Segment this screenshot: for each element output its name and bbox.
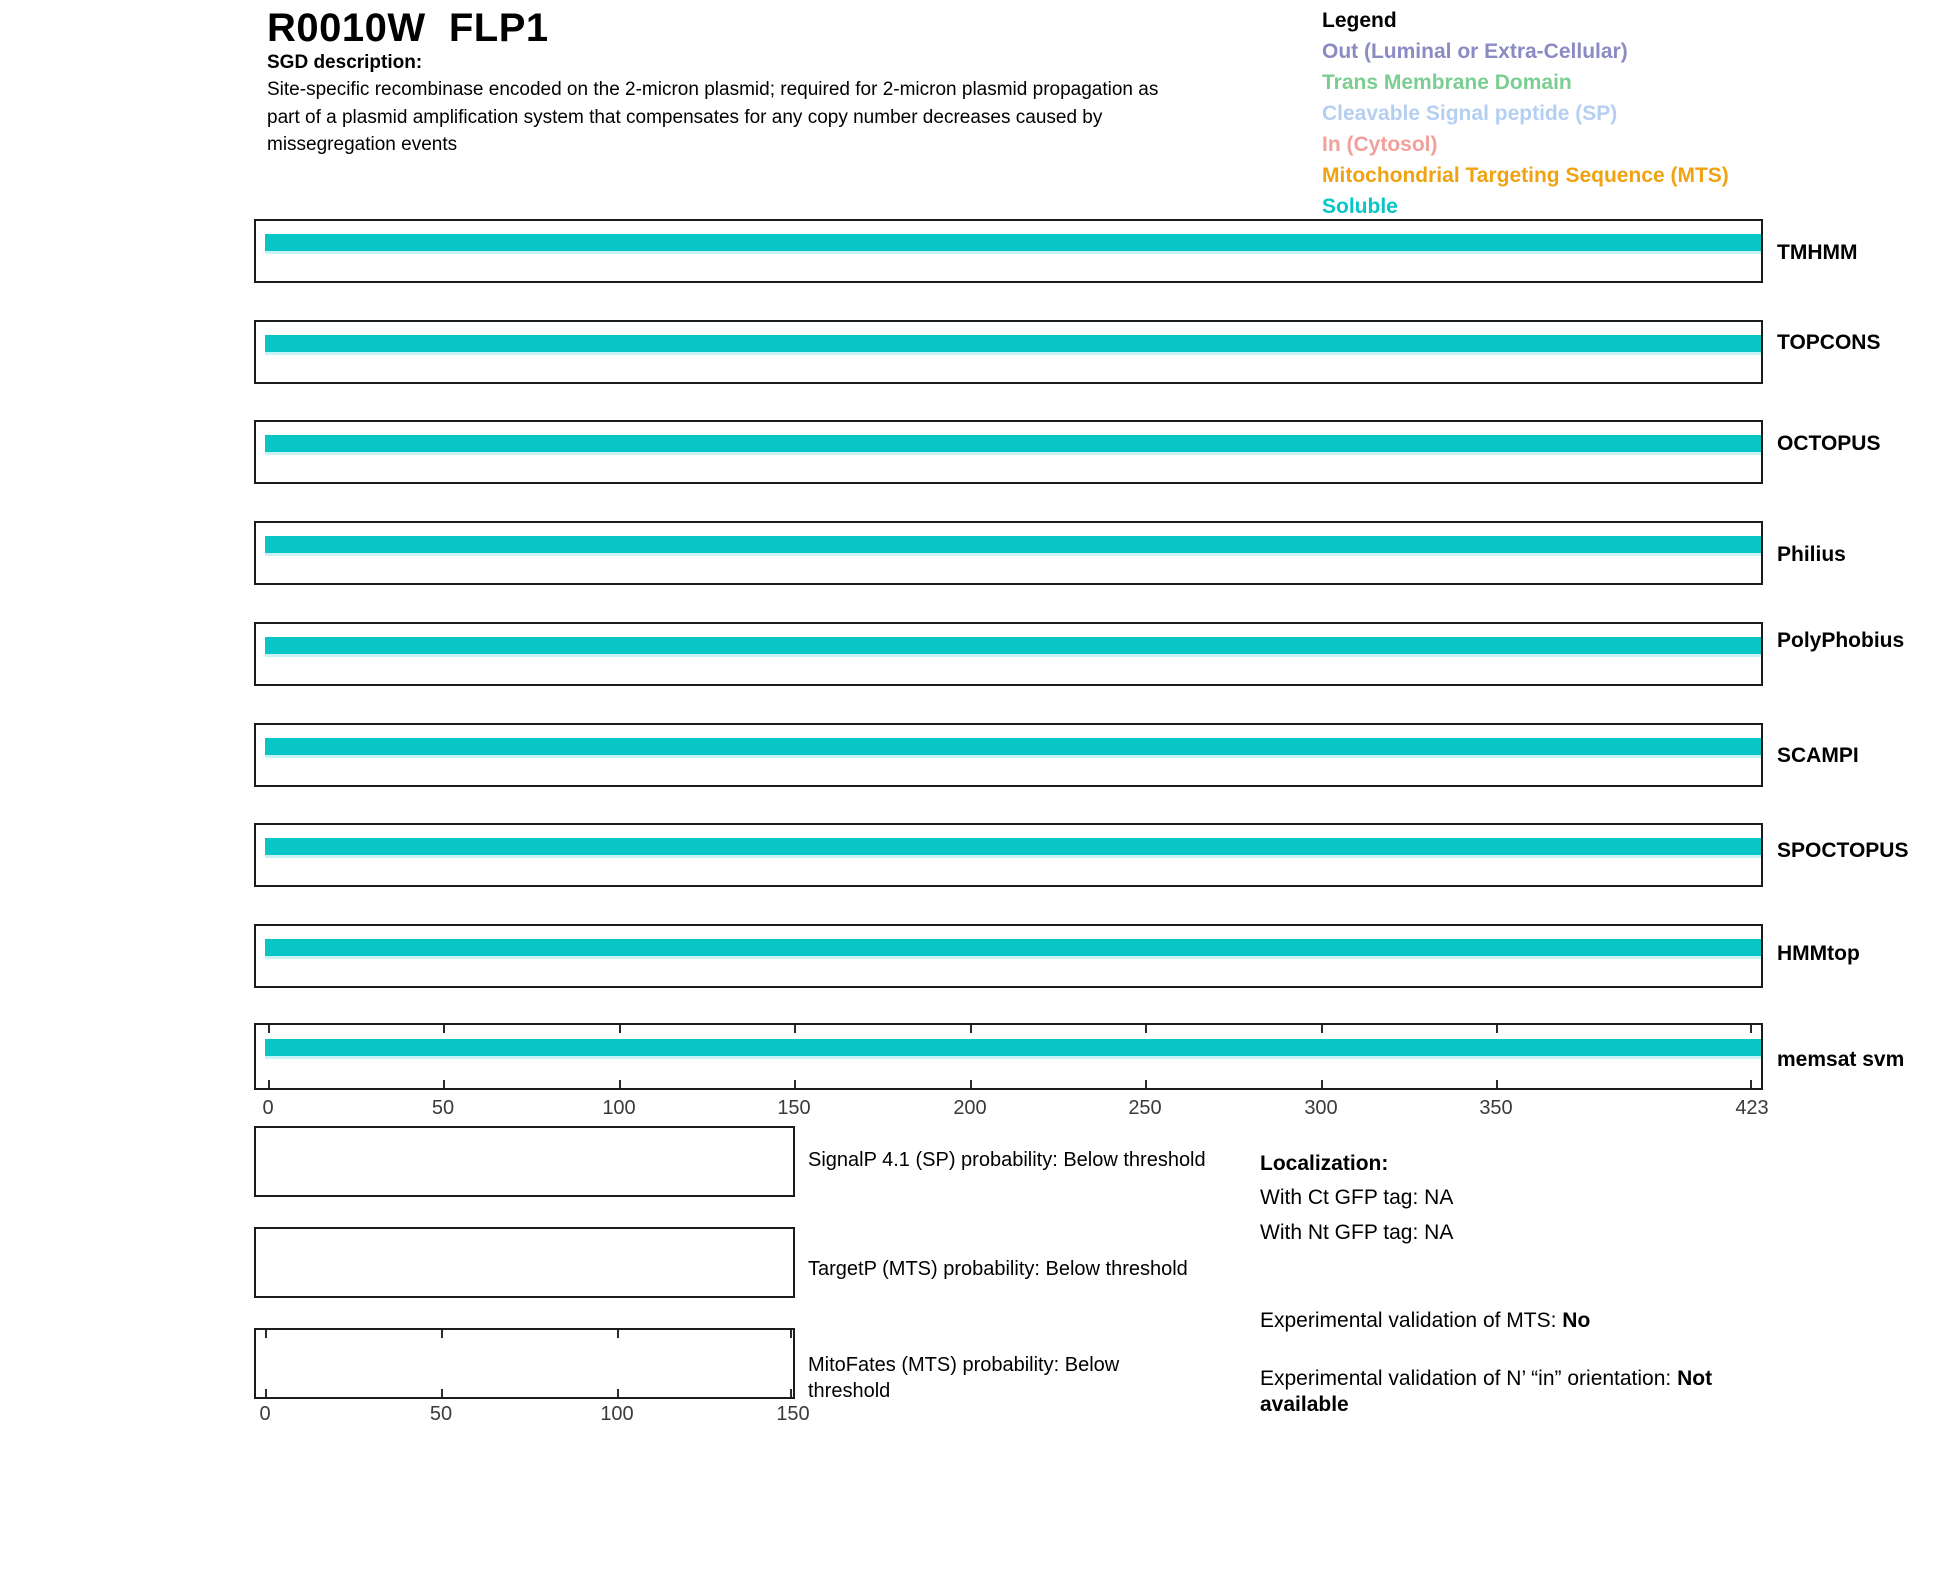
orientation-validation-line xyxy=(1260,1366,1740,1418)
axis-tick xyxy=(1321,1025,1323,1033)
soluble-bar xyxy=(265,939,1761,956)
axis-tick-label: 423 xyxy=(1735,1097,1769,1119)
localization-heading: Localization: xyxy=(1260,1152,1389,1175)
track-label-topcons: TOPCONS xyxy=(1777,331,1881,354)
axis-tick-label: 250 xyxy=(1128,1097,1162,1119)
signalp-caption: SignalP 4.1 (SP) probability: Below threshold xyxy=(808,1149,1206,1171)
axis-tick xyxy=(1496,1025,1498,1033)
small-axis-tick-label: 0 xyxy=(259,1403,271,1425)
mts-validation-value: No xyxy=(1562,1309,1591,1332)
axis-tick xyxy=(790,1389,792,1397)
track-label-memsat-svm: memsat svm xyxy=(1777,1048,1905,1071)
axis-tick xyxy=(790,1330,792,1338)
orientation-validation-value: Not available xyxy=(1260,1367,1713,1416)
small-axis-tick-label: 150 xyxy=(776,1403,810,1425)
axis-tick xyxy=(268,1080,270,1088)
mitofates-caption: MitoFates (MTS) probability: Below threshold xyxy=(808,1354,1120,1402)
targetp-caption: TargetP (MTS) probability: Below threshold xyxy=(808,1258,1188,1280)
track-box-polyphobius xyxy=(254,622,1763,686)
track-box-spoctopus xyxy=(254,823,1763,887)
soluble-bar xyxy=(265,234,1761,251)
soluble-bar xyxy=(265,637,1761,654)
ct-gfp-line: With Ct GFP tag: NA xyxy=(1260,1186,1454,1209)
legend xyxy=(1322,5,1882,222)
axis-tick xyxy=(441,1330,443,1338)
track-box-scampi xyxy=(254,723,1763,787)
axis-tick xyxy=(970,1025,972,1033)
axis-tick xyxy=(441,1389,443,1397)
axis-tick xyxy=(970,1080,972,1088)
track-label-tmhmm: TMHMM xyxy=(1777,241,1858,264)
axis-tick-label: 150 xyxy=(777,1097,811,1119)
axis-tick-label: 100 xyxy=(602,1097,636,1119)
axis-tick-label: 50 xyxy=(431,1097,455,1119)
small-axis-tick-label: 50 xyxy=(429,1403,453,1425)
axis-tick xyxy=(617,1330,619,1338)
track-box-octopus xyxy=(254,420,1763,484)
axis-tick xyxy=(265,1330,267,1338)
nt-gfp-line: With Nt GFP tag: NA xyxy=(1260,1221,1454,1244)
axis-tick xyxy=(443,1080,445,1088)
page-title: R0010W FLP1 xyxy=(267,6,549,50)
legend-title: Legend xyxy=(1322,9,1397,32)
legend-item-soluble: Soluble xyxy=(1322,195,1398,218)
axis-tick xyxy=(794,1080,796,1088)
small-axis-tick-label: 100 xyxy=(600,1403,634,1425)
soluble-bar xyxy=(265,335,1761,352)
mts-validation-prefix: Experimental validation of MTS: xyxy=(1260,1309,1563,1332)
track-box-tmhmm xyxy=(254,219,1763,283)
legend-item-tm: Trans Membrane Domain xyxy=(1322,71,1572,94)
track-label-polyphobius: PolyPhobius xyxy=(1777,629,1905,652)
axis-tick-label: 350 xyxy=(1479,1097,1513,1119)
soluble-bar xyxy=(265,1039,1761,1056)
track-label-scampi: SCAMPI xyxy=(1777,744,1859,767)
track-label-philius: Philius xyxy=(1777,543,1846,566)
axis-tick xyxy=(617,1389,619,1397)
targetp-plot-box xyxy=(254,1227,795,1298)
track-box-hmmtop xyxy=(254,924,1763,988)
track-label-octopus: OCTOPUS xyxy=(1777,432,1881,455)
axis-tick xyxy=(1145,1080,1147,1088)
track-label-spoctopus: SPOCTOPUS xyxy=(1777,839,1909,862)
soluble-bar xyxy=(265,738,1761,755)
soluble-bar xyxy=(265,435,1761,452)
track-box-philius xyxy=(254,521,1763,585)
axis-tick xyxy=(1750,1080,1752,1088)
axis-tick xyxy=(1496,1080,1498,1088)
axis-tick xyxy=(443,1025,445,1033)
track-box-memsat-svm xyxy=(254,1023,1763,1090)
sgd-description-line: Site-specific recombinase encoded on the 2-micron plasmid; required for 2-micron plasmid propagation as xyxy=(267,79,1159,100)
mitofates-plot-box xyxy=(254,1328,795,1399)
signalp-plot-box xyxy=(254,1126,795,1197)
axis-tick xyxy=(619,1025,621,1033)
axis-tick-label: 200 xyxy=(953,1097,987,1119)
sgd-description-label: SGD description: xyxy=(267,52,423,73)
soluble-bar xyxy=(265,536,1761,553)
sgd-description-line: missegregation events xyxy=(267,134,458,155)
axis-tick-label: 0 xyxy=(262,1097,274,1119)
mts-validation-line xyxy=(1260,1308,1590,1334)
axis-tick xyxy=(1145,1025,1147,1033)
axis-tick-label: 300 xyxy=(1304,1097,1338,1119)
legend-item-in: In (Cytosol) xyxy=(1322,133,1438,156)
orientation-validation-prefix: Experimental validation of N’ “in” orientation: xyxy=(1260,1367,1678,1390)
legend-item-mts: Mitochondrial Targeting Sequence (MTS) xyxy=(1322,164,1729,187)
axis-tick xyxy=(794,1025,796,1033)
soluble-bar xyxy=(265,838,1761,855)
legend-item-out: Out (Luminal or Extra-Cellular) xyxy=(1322,40,1628,63)
axis-tick xyxy=(1321,1080,1323,1088)
legend-item-sp: Cleavable Signal peptide (SP) xyxy=(1322,102,1618,125)
axis-tick xyxy=(1750,1025,1752,1033)
sgd-description-line: part of a plasmid amplification system that compensates for any copy number decreases caused by xyxy=(267,107,1103,128)
axis-tick xyxy=(265,1389,267,1397)
track-label-hmmtop: HMMtop xyxy=(1777,942,1860,965)
axis-tick xyxy=(268,1025,270,1033)
track-box-topcons xyxy=(254,320,1763,384)
axis-tick xyxy=(619,1080,621,1088)
